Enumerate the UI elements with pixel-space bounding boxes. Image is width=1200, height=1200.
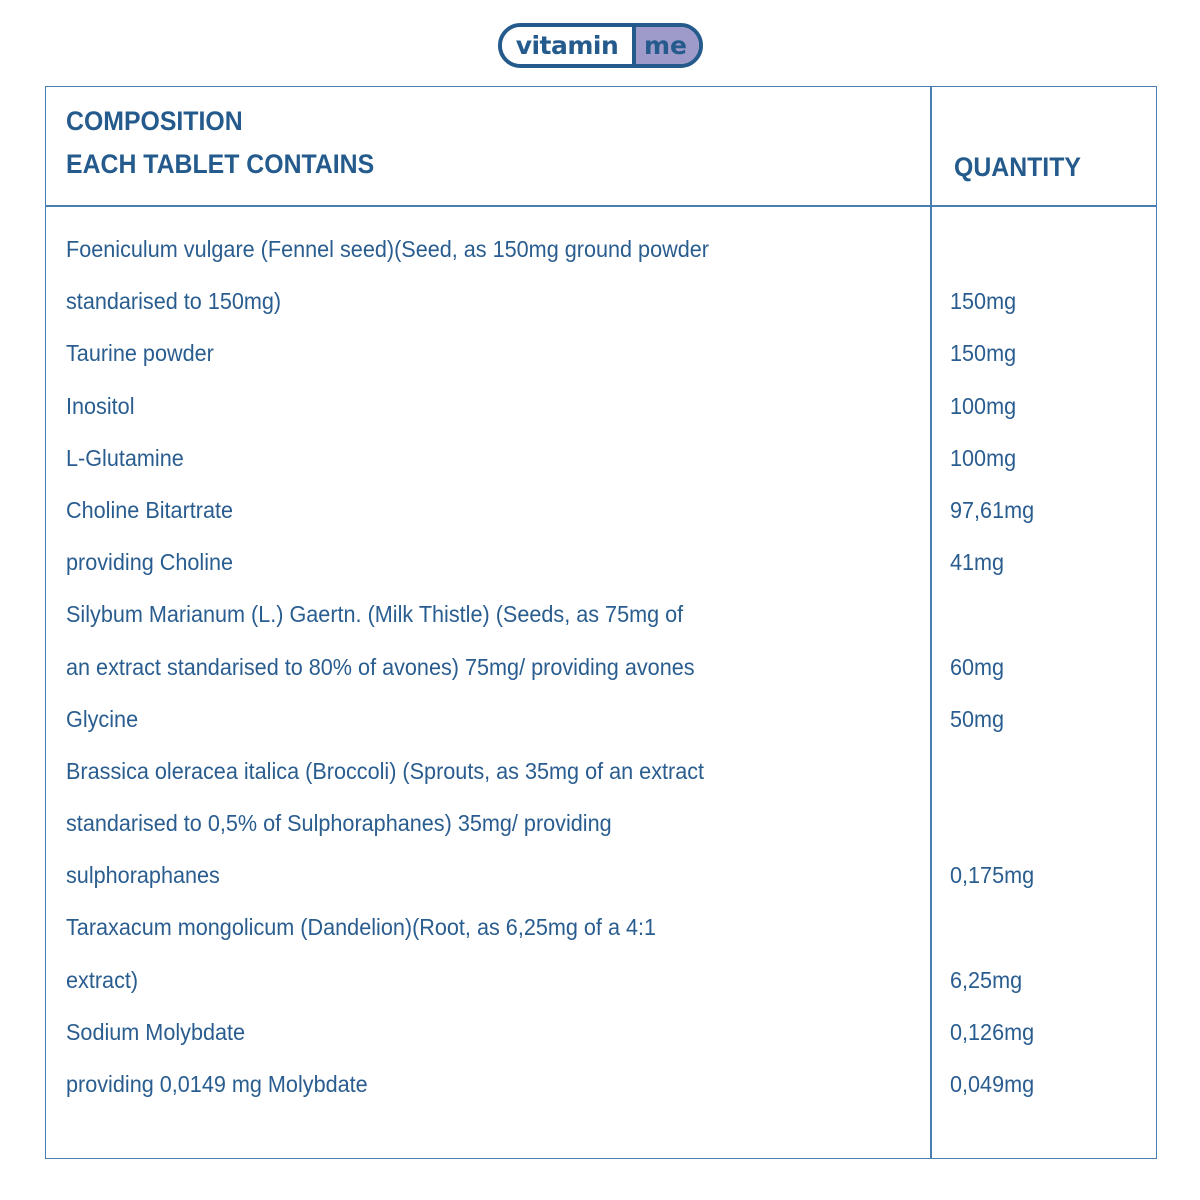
table-row [46,966,1156,1018]
ingredient-cell: sulphoraphanes [66,862,220,889]
composition-table [45,86,1157,1159]
ingredient-cell: extract) [66,966,139,993]
logo-text-vitamin: vitamin [502,27,632,64]
table-row [46,392,1156,444]
quantity-cell: 50mg [950,705,1005,732]
table-row [46,235,1156,287]
ingredient-cell: an extract standarised to 80% of avones) 75mg/ providing avones [66,653,695,680]
quantity-cell: 150mg [950,288,1017,315]
header-divider [46,205,1156,207]
ingredient-cell: Glycine [66,705,139,732]
ingredient-cell: Brassica oleracea italica (Broccoli) (Sprouts, as 35mg of an extract [66,757,705,784]
ingredient-cell: Taurine powder [66,340,214,367]
quantity-cell: 0,126mg [950,1018,1035,1045]
table-body [46,235,1156,1122]
table-row [46,339,1156,391]
table-row [46,809,1156,861]
ingredient-cell: providing Choline [66,549,234,576]
quantity-cell: 150mg [950,340,1017,367]
ingredient-cell: standarised to 0,5% of Sulphoraphanes) 35mg/ providing [66,810,612,837]
ingredient-cell: L-Glutamine [66,444,184,471]
header-quantity: QUANTITY [954,152,1081,182]
table-row [46,287,1156,339]
table-row [46,1070,1156,1122]
ingredient-cell: Sodium Molybdate [66,1018,246,1045]
quantity-cell: 41mg [950,549,1005,576]
quantity-cell: 6,25mg [950,966,1023,993]
ingredient-cell: Inositol [66,392,135,419]
logo-text-me: me [636,27,699,64]
quantity-cell: 97,61mg [950,496,1035,523]
table-row [46,653,1156,705]
quantity-cell: 0,175mg [950,862,1035,889]
header-composition: COMPOSITION [66,106,243,136]
table-row [46,861,1156,913]
table-row [46,1018,1156,1070]
ingredient-cell: standarised to 150mg) [66,288,282,315]
table-row [46,757,1156,809]
table-row [46,600,1156,652]
ingredient-cell: Taraxacum mongolicum (Dandelion)(Root, as 6,25mg of a 4:1 [66,914,657,941]
table-row [46,548,1156,600]
table-row [46,913,1156,965]
vitaminme-logo [498,23,703,68]
quantity-cell: 100mg [950,392,1017,419]
quantity-cell: 0,049mg [950,1071,1035,1097]
quantity-cell: 100mg [950,444,1017,471]
table-row [46,444,1156,496]
ingredient-cell: providing 0,0149 mg Molybdate [66,1071,368,1097]
table-row [46,496,1156,548]
quantity-cell: 60mg [950,653,1005,680]
ingredient-cell: Silybum Marianum (L.) Gaertn. (Milk Thistle) (Seeds, as 75mg of [66,601,684,628]
header-each-tablet: EACH TABLET CONTAINS [66,149,375,179]
ingredient-cell: Choline Bitartrate [66,496,234,523]
table-row [46,705,1156,757]
ingredient-cell: Foeniculum vulgare (Fennel seed)(Seed, as 150mg ground powder [66,236,709,262]
